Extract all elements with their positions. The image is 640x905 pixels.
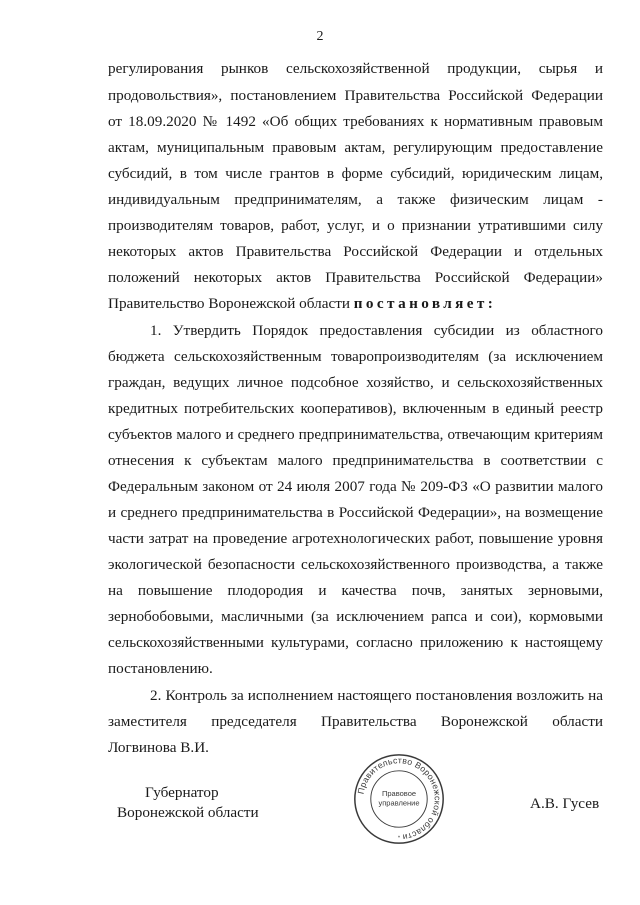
body-line-9: положений некоторых актов Правительства Российской Федерации» (108, 269, 603, 286)
item1-line-6: отнесения к субъектам малого предпринимательства в соответствии с (108, 452, 603, 469)
item1-line-3: граждан, ведущих личное подсобное хозяйство, и сельскохозяйственных (108, 374, 603, 391)
item2-line-2: заместителя председателя Правительства Воронежской области (108, 713, 603, 730)
resolution-prefix: Правительство Воронежской области (108, 295, 354, 312)
item1-line-5: субъектов малого и среднего предпринимательства, отвечающим критериям (108, 426, 603, 443)
item1-line-7: Федеральным законом от 24 июля 2007 года № 209-ФЗ «О развитии малого (108, 478, 603, 495)
stamp-outer-text: Правительство Воронежской области (355, 755, 443, 843)
item1-line-14: постановлению. (108, 660, 213, 677)
body-line-4: актам, муниципальным правовым актам, регулирующим предоставление (108, 139, 603, 156)
stamp-inner-line1: Правовое (381, 789, 417, 799)
item1-line-8: и среднего предпринимательства в Российской Федерации», на возмещение (108, 504, 603, 521)
body-line-7: производителям товаров, работ, услуг, и о признании утратившими силу (108, 217, 603, 234)
stamp-star-icon: * (397, 835, 401, 842)
page-number: 2 (316, 29, 324, 44)
body-line-1: регулирования рынков сельскохозяйственной продукции, сырья и (108, 60, 603, 77)
item1-line-12: зернобобовыми, масличными (за исключением рапса и сои), кормовыми (108, 608, 603, 625)
resolution-keyword: постановляет: (353, 295, 497, 312)
signatory-name: А.В. Гусев (530, 795, 600, 812)
item1-line-13: сельскохозяйственными культурами, согласно приложению к настоящему (108, 634, 603, 651)
stamp-inner-line2: управление (378, 798, 420, 808)
item1-line-2: бюджета сельскохозяйственным товаропроизводителям (за исключением (108, 348, 603, 365)
item2-line-1: 2. Контроль за исполнением настоящего постановления возложить на (150, 687, 603, 704)
official-stamp (352, 752, 446, 846)
signatory-title-line1: Губернатор (145, 784, 219, 801)
body-line-8: некоторых актов Правительства Российской Федерации и отдельных (108, 243, 603, 260)
body-line-3: от 18.09.2020 № 1492 «Об общих требованиях к нормативным правовым (108, 113, 603, 130)
item2-line-3: Логвинова В.И. (108, 739, 209, 756)
body-line-2: продовольствия», постановлением Правительства Российской Федерации (108, 87, 603, 104)
item1-line-4: кредитных потребительских кооперативов), включенным в единый реестр (108, 400, 603, 417)
signatory-title (117, 783, 259, 823)
item1-line-1: 1. Утвердить Порядок предоставления субсидии из областного (150, 322, 603, 339)
item1-line-10: экологической безопасности сельскохозяйственного производства, а также (108, 556, 603, 573)
body-line-5: субсидий, в том числе грантов в форме субсидий, юридическим лицам, (108, 165, 603, 182)
item1-line-11: на повышение плодородия и качества почв, занятых зерновыми, (108, 582, 603, 599)
resolution-line (108, 295, 603, 313)
signatory-title-line2: Воронежской области (117, 804, 259, 821)
item1-line-9: части затрат на проведение агротехнологических работ, повышение уровня (108, 530, 603, 547)
body-line-6: индивидуальным предпринимателям, а также физическим лицам - (108, 191, 603, 208)
